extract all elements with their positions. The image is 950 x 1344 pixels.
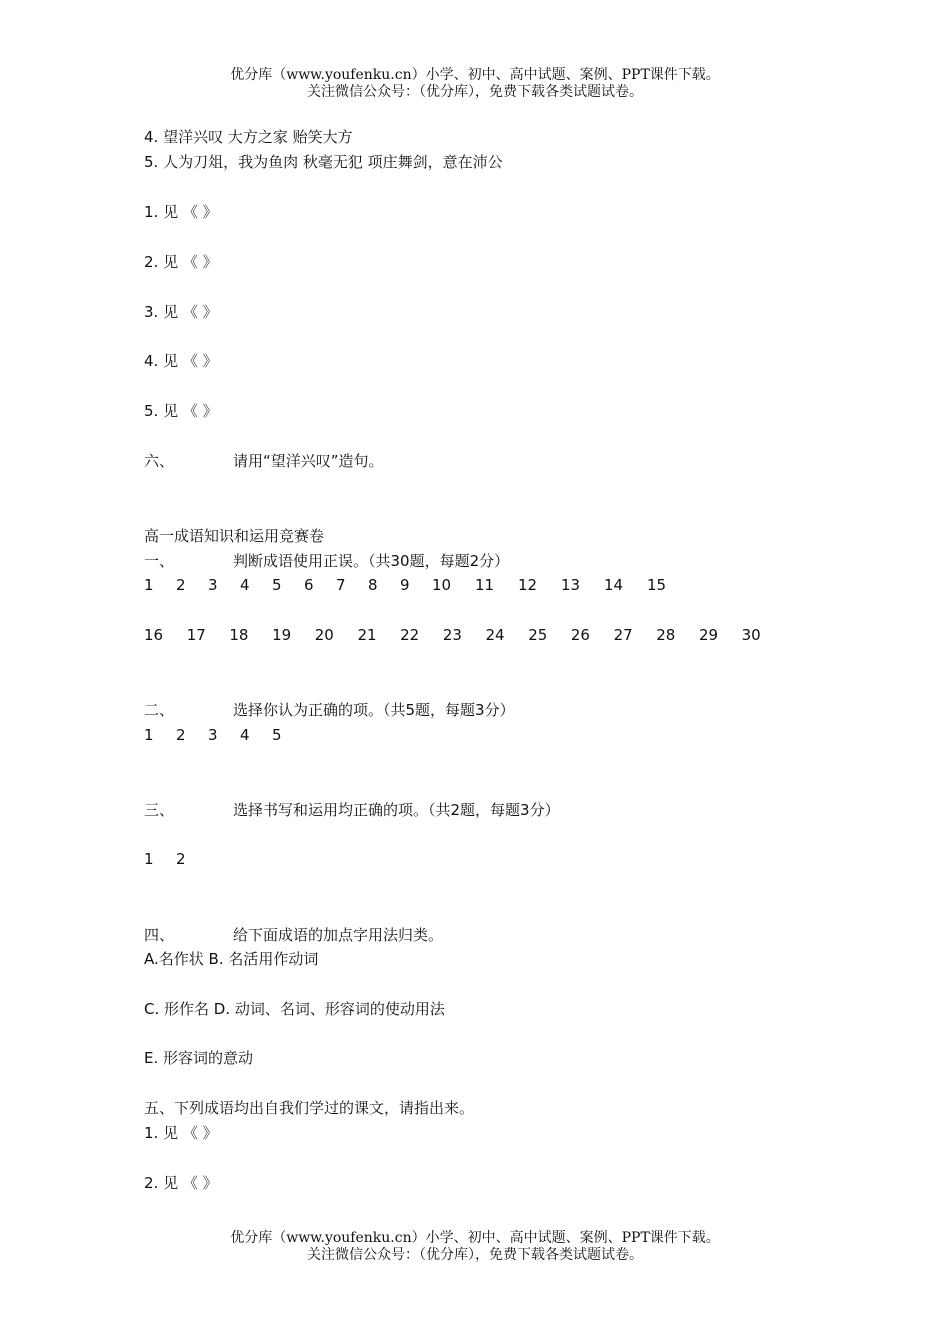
answer-number: 17	[186, 626, 206, 644]
answer-number: 2	[176, 576, 186, 594]
header-line-2: 关注微信公众号：（优分库），免费下载各类试题试卷。	[307, 84, 643, 100]
ref-line-1: 1. 见 《 》	[144, 203, 218, 221]
answer-number: 4	[240, 576, 250, 594]
section-2-row	[144, 725, 304, 745]
idiom-line-5: 5. 人为刀俎，我为鱼肉 秋毫无犯 项庄舞剑，意在沛公	[144, 153, 503, 171]
section-5-ref-1: 1. 见 《 》	[144, 1124, 218, 1142]
question-6-text: 请用“望洋兴叹”造句。	[233, 452, 384, 470]
section-3-heading	[144, 800, 560, 820]
footer-line-2: 关注微信公众号：（优分库），免费下载各类试题试卷。	[307, 1247, 643, 1263]
section-4-option-3: E. 形容词的意动	[144, 1049, 254, 1067]
section-1-text: 判断成语使用正误。（共30题，每题2分）	[233, 552, 510, 570]
answer-number: 20	[314, 626, 334, 644]
answer-number: 23	[442, 626, 462, 644]
answer-number: 5	[272, 726, 282, 744]
answer-number: 9	[400, 576, 410, 594]
section-4-option-1: A.名作状 B. 名活用作动词	[144, 950, 319, 968]
section-4-number: 四、	[144, 926, 175, 944]
answer-number: 5	[272, 576, 282, 594]
answer-number: 16	[144, 626, 164, 644]
question-6	[144, 451, 384, 471]
answer-number: 30	[741, 626, 761, 644]
answer-number: 1	[144, 726, 154, 744]
answer-number: 10	[432, 576, 452, 594]
footer-line-1: 优分库（www.youfenku.cn）小学、初中、高中试题、案例、PPT课件下载。	[230, 1230, 720, 1246]
answer-number: 8	[368, 576, 378, 594]
answer-number: 29	[698, 626, 719, 644]
section-1-number: 一、	[144, 552, 175, 570]
answer-number: 2	[176, 726, 186, 744]
answer-number: 27	[613, 626, 633, 644]
section-3-number: 三、	[144, 801, 175, 819]
answer-number: 11	[475, 576, 495, 594]
answer-number: 12	[518, 576, 538, 594]
section-1-heading	[144, 551, 509, 571]
section-5-ref-2: 2. 见 《 》	[144, 1174, 218, 1192]
idiom-line-4: 4. 望洋兴叹 大方之家 贻笑大方	[144, 128, 353, 146]
answer-number: 7	[336, 576, 346, 594]
answer-number: 26	[570, 626, 590, 644]
header-line-1: 优分库（www.youfenku.cn）小学、初中、高中试题、案例、PPT课件下载。	[230, 67, 720, 83]
section-2-text: 选择你认为正确的项。（共5题，每题3分）	[233, 701, 515, 719]
answer-number: 6	[304, 576, 314, 594]
answer-number: 19	[272, 626, 292, 644]
answer-number: 3	[208, 576, 218, 594]
ref-line-5: 5. 见 《 》	[144, 402, 218, 420]
section-4-text: 给下面成语的加点字用法归类。	[233, 926, 444, 944]
section-5-heading: 五、下列成语均出自我们学过的课文，请指出来。	[144, 1099, 475, 1117]
answer-number: 28	[656, 626, 676, 644]
section-2-number: 二、	[144, 701, 175, 719]
answer-number: 24	[485, 626, 505, 644]
exam-title: 高一成语知识和运用竞赛卷	[144, 527, 325, 545]
section-4-option-2: C. 形作名 D. 动词、名词、形容词的使动用法	[144, 1000, 445, 1018]
answer-number: 13	[561, 576, 581, 594]
answer-number: 18	[229, 626, 249, 644]
section-4-heading	[144, 925, 443, 945]
page-header	[0, 67, 950, 101]
ref-line-3: 3. 见 《 》	[144, 303, 218, 321]
answer-number: 1	[144, 850, 154, 868]
section-3-row	[144, 849, 208, 869]
ref-line-4: 4. 见 《 》	[144, 352, 218, 370]
section-1-row-2	[144, 625, 784, 645]
section-3-text: 选择书写和运用均正确的项。（共2题，每题3分）	[233, 801, 560, 819]
answer-number: 21	[357, 626, 377, 644]
answer-number: 4	[240, 726, 250, 744]
answer-number: 1	[144, 576, 154, 594]
question-6-number: 六、	[144, 452, 175, 470]
section-2-heading	[144, 700, 515, 720]
page-footer	[0, 1230, 950, 1264]
answer-number: 14	[604, 576, 624, 594]
ref-line-2: 2. 见 《 》	[144, 253, 218, 271]
answer-number: 25	[528, 626, 548, 644]
answer-number: 3	[208, 726, 218, 744]
answer-number: 2	[176, 850, 186, 868]
answer-number: 22	[400, 626, 420, 644]
answer-number: 15	[647, 576, 667, 594]
section-1-row-1	[144, 575, 690, 595]
